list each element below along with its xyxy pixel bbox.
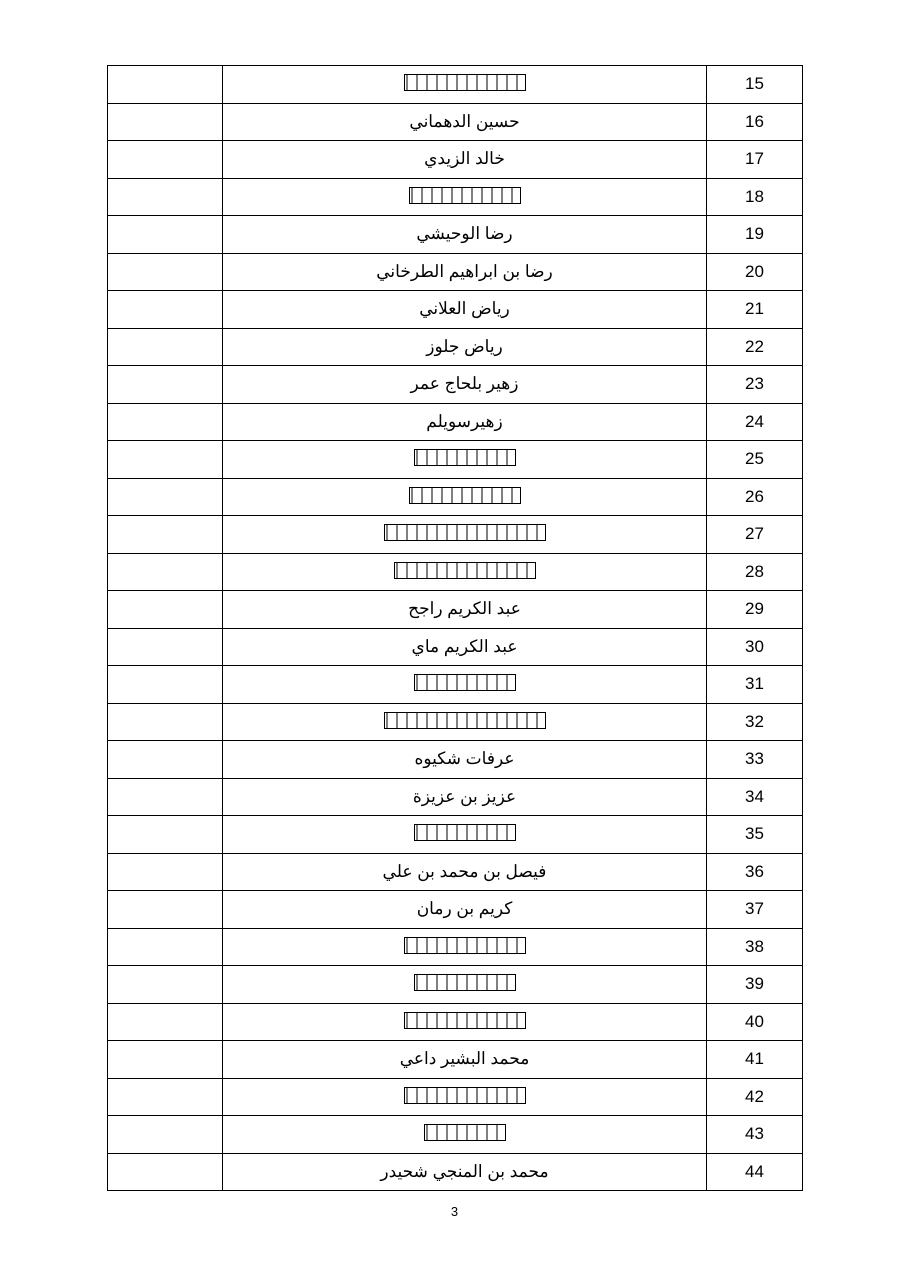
name-cell <box>223 103 707 141</box>
name-text: كريم بن رمان <box>416 899 513 919</box>
name-cell <box>223 253 707 291</box>
table-row <box>108 1116 803 1154</box>
name-cell <box>223 66 707 104</box>
blank-cell <box>108 553 223 591</box>
row-number: 41 <box>707 1041 803 1079</box>
table-row <box>108 928 803 966</box>
blank-cell <box>108 253 223 291</box>
table-row <box>108 591 803 629</box>
blank-cell <box>108 328 223 366</box>
table-row <box>108 741 803 779</box>
blank-cell <box>108 591 223 629</box>
row-number: 43 <box>707 1116 803 1154</box>
missing-glyph-boxes <box>404 1087 526 1104</box>
row-number: 39 <box>707 966 803 1004</box>
blank-cell <box>108 103 223 141</box>
table-row <box>108 66 803 104</box>
row-number: 19 <box>707 216 803 254</box>
name-cell <box>223 141 707 179</box>
missing-glyph-boxes <box>414 674 516 691</box>
blank-cell <box>108 66 223 104</box>
blank-cell <box>108 741 223 779</box>
name-text: عبد الكريم ماي <box>411 636 518 656</box>
blank-cell <box>108 291 223 329</box>
name-cell <box>223 516 707 554</box>
name-text: خالد الزيدي <box>424 149 505 169</box>
table-row <box>108 1078 803 1116</box>
blank-cell <box>108 1153 223 1191</box>
name-cell <box>223 1153 707 1191</box>
name-text: فيصل بن محمد بن علي <box>382 861 547 881</box>
name-cell <box>223 1041 707 1079</box>
row-number: 42 <box>707 1078 803 1116</box>
blank-cell <box>108 816 223 854</box>
row-number: 28 <box>707 553 803 591</box>
row-number: 35 <box>707 816 803 854</box>
row-number: 34 <box>707 778 803 816</box>
row-number: 25 <box>707 441 803 479</box>
missing-glyph-boxes <box>384 524 546 541</box>
blank-cell <box>108 1003 223 1041</box>
blank-cell <box>108 216 223 254</box>
blank-cell <box>108 628 223 666</box>
name-cell <box>223 703 707 741</box>
name-cell <box>223 928 707 966</box>
row-number: 27 <box>707 516 803 554</box>
table-row <box>108 253 803 291</box>
table-row <box>108 666 803 704</box>
name-cell <box>223 366 707 404</box>
blank-cell <box>108 891 223 929</box>
name-text: رياض جلوز <box>426 336 503 356</box>
name-cell <box>223 478 707 516</box>
row-number: 29 <box>707 591 803 629</box>
missing-glyph-boxes <box>409 187 521 204</box>
table-row <box>108 366 803 404</box>
table-row <box>108 628 803 666</box>
row-number: 18 <box>707 178 803 216</box>
blank-cell <box>108 1078 223 1116</box>
table-row <box>108 853 803 891</box>
name-cell <box>223 553 707 591</box>
names-table <box>107 65 803 1191</box>
row-number: 16 <box>707 103 803 141</box>
blank-cell <box>108 966 223 1004</box>
missing-glyph-boxes <box>404 74 526 91</box>
name-text: محمد بن المنجي شحيدر <box>380 1161 549 1181</box>
row-number: 31 <box>707 666 803 704</box>
missing-glyph-boxes <box>424 1124 506 1141</box>
page-number: 3 <box>450 1204 459 1219</box>
blank-cell <box>108 478 223 516</box>
name-cell <box>223 441 707 479</box>
table-body <box>108 66 803 1191</box>
name-cell <box>223 666 707 704</box>
table-row <box>108 478 803 516</box>
table-row <box>108 553 803 591</box>
name-cell <box>223 216 707 254</box>
blank-cell <box>108 666 223 704</box>
missing-glyph-boxes <box>414 824 516 841</box>
row-number: 44 <box>707 1153 803 1191</box>
name-text: محمد البشير داعي <box>399 1049 530 1069</box>
row-number: 20 <box>707 253 803 291</box>
blank-cell <box>108 1041 223 1079</box>
missing-glyph-boxes <box>414 974 516 991</box>
name-text: رضا بن ابراهيم الطرخاني <box>376 261 553 281</box>
name-cell <box>223 1003 707 1041</box>
name-text: عزيز بن عزيزة <box>412 786 517 806</box>
table-row <box>108 291 803 329</box>
name-cell <box>223 628 707 666</box>
blank-cell <box>108 366 223 404</box>
name-text: زهير بلحاج عمر <box>410 374 519 394</box>
table-row <box>108 891 803 929</box>
table-row <box>108 441 803 479</box>
row-number: 33 <box>707 741 803 779</box>
table-row <box>108 1003 803 1041</box>
name-cell <box>223 1116 707 1154</box>
missing-glyph-boxes <box>384 712 546 729</box>
table-row <box>108 178 803 216</box>
table-row <box>108 403 803 441</box>
row-number: 26 <box>707 478 803 516</box>
row-number: 24 <box>707 403 803 441</box>
table-row <box>108 328 803 366</box>
name-cell <box>223 591 707 629</box>
blank-cell <box>108 403 223 441</box>
missing-glyph-boxes <box>409 487 521 504</box>
row-number: 15 <box>707 66 803 104</box>
missing-glyph-boxes <box>404 937 526 954</box>
row-number: 17 <box>707 141 803 179</box>
row-number: 21 <box>707 291 803 329</box>
table-row <box>108 966 803 1004</box>
name-cell <box>223 291 707 329</box>
name-cell <box>223 778 707 816</box>
name-text: حسين الدهماني <box>409 111 520 131</box>
blank-cell <box>108 1116 223 1154</box>
name-cell <box>223 403 707 441</box>
name-cell <box>223 891 707 929</box>
name-cell <box>223 741 707 779</box>
row-number: 36 <box>707 853 803 891</box>
missing-glyph-boxes <box>404 1012 526 1029</box>
name-cell <box>223 328 707 366</box>
missing-glyph-boxes <box>394 562 536 579</box>
table-row <box>108 778 803 816</box>
row-number: 30 <box>707 628 803 666</box>
blank-cell <box>108 516 223 554</box>
table-row <box>108 516 803 554</box>
name-cell <box>223 966 707 1004</box>
name-text: عرفات شكيوه <box>414 749 515 769</box>
row-number: 23 <box>707 366 803 404</box>
name-text: رضا الوحيشي <box>416 224 513 244</box>
name-cell <box>223 178 707 216</box>
table-row <box>108 1041 803 1079</box>
blank-cell <box>108 703 223 741</box>
row-number: 37 <box>707 891 803 929</box>
table-row <box>108 816 803 854</box>
blank-cell <box>108 141 223 179</box>
name-text: عبد الكريم راجح <box>408 599 521 619</box>
blank-cell <box>108 778 223 816</box>
name-text: زهيرسويلم <box>426 411 503 431</box>
table-row <box>108 703 803 741</box>
row-number: 38 <box>707 928 803 966</box>
table-row <box>108 103 803 141</box>
blank-cell <box>108 178 223 216</box>
blank-cell <box>108 853 223 891</box>
row-number: 32 <box>707 703 803 741</box>
blank-cell <box>108 928 223 966</box>
table-row <box>108 1153 803 1191</box>
missing-glyph-boxes <box>414 449 516 466</box>
row-number: 22 <box>707 328 803 366</box>
table-row <box>108 216 803 254</box>
blank-cell <box>108 441 223 479</box>
name-cell <box>223 853 707 891</box>
name-text: رياض العلاني <box>419 299 510 319</box>
name-cell <box>223 1078 707 1116</box>
name-cell <box>223 816 707 854</box>
table-row <box>108 141 803 179</box>
row-number: 40 <box>707 1003 803 1041</box>
